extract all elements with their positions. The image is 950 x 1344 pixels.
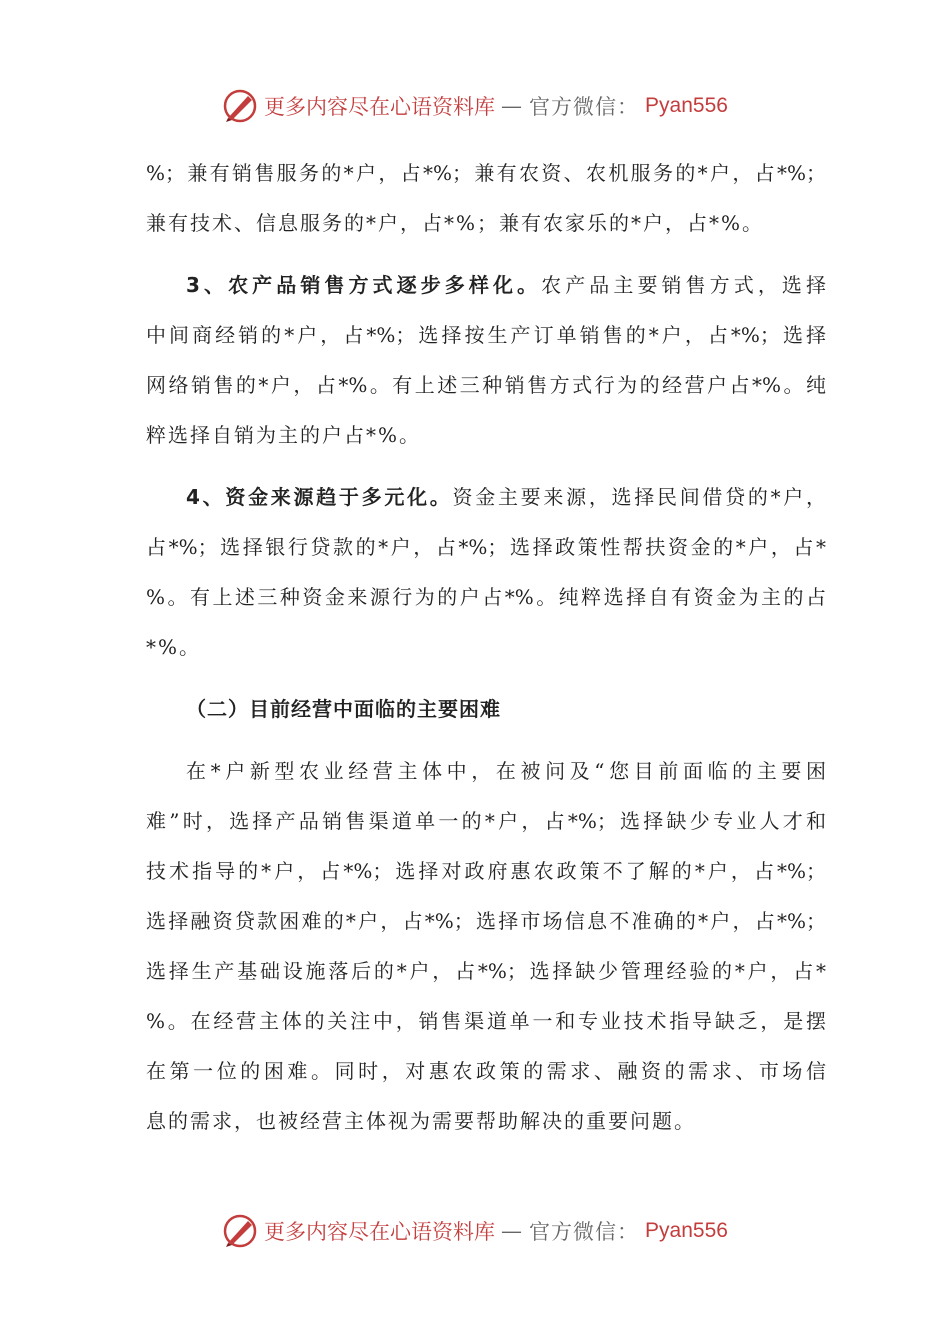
pen-logo-icon [222, 1213, 258, 1249]
paragraph-4 [146, 746, 826, 1146]
banner-dash: — [501, 1219, 524, 1243]
text-line: 占*%；选择银行贷款的*户，占*%；选择政策性帮扶资金的*户，占* [146, 535, 826, 559]
paragraph-3 [146, 472, 826, 672]
banner-wechat-id: Pyan556 [645, 94, 728, 117]
text-line: %。有上述三种资金来源行为的户占*%。纯粹选择自有资金为主的占 [146, 585, 826, 609]
banner-label: 官方微信： [529, 1220, 640, 1244]
paragraph-2 [146, 260, 826, 460]
banner-main-text: 更多内容尽在心语资料库 [264, 95, 496, 119]
paragraph-heading: 3、农产品销售方式逐步多样化。 [186, 273, 542, 297]
text-line: 中间商经销的*户，占*%；选择按生产订单销售的*户，占*%；选择 [146, 323, 826, 347]
text-line: %。在经营主体的关注中，销售渠道单一和专业技术指导缺乏，是摆 [146, 1009, 826, 1033]
text-line: 粹选择自销为主的户占*%。 [146, 423, 422, 447]
document-body [146, 148, 826, 1146]
text-line: 选择融资贷款困难的*户，占*%；选择市场信息不准确的*户，占*%； [146, 909, 826, 933]
paragraph-1 [146, 148, 826, 248]
text-line: *%。 [146, 635, 202, 659]
text-line: 4、资金来源趋于多元化。资金主要来源，选择民间借贷的*户， [186, 485, 827, 509]
text-line: 3、农产品销售方式逐步多样化。农产品主要销售方式，选择 [186, 273, 827, 297]
text-line: 网络销售的*户，占*%。有上述三种销售方式行为的经营户占*%。纯 [146, 373, 826, 397]
footer-banner [0, 1213, 950, 1249]
section-heading: （二）目前经营中面临的主要困难 [186, 697, 501, 721]
paragraph-heading: 4、资金来源趋于多元化。 [186, 485, 453, 509]
text-line: 难”时，选择产品销售渠道单一的*户，占*%；选择缺少专业人才和 [146, 809, 826, 833]
header-banner [0, 88, 950, 124]
text-line: 息的需求，也被经营主体视为需要帮助解决的重要问题。 [146, 1109, 696, 1133]
text-line: 兼有技术、信息服务的*户，占*%；兼有农家乐的*户，占*%。 [146, 211, 765, 235]
banner-dash: — [501, 94, 524, 118]
text-line: 选择生产基础设施落后的*户，占*%；选择缺少管理经验的*户，占* [146, 959, 826, 983]
pen-logo-icon [222, 88, 258, 124]
banner-wechat-id: Pyan556 [645, 1219, 728, 1242]
text-line: %；兼有销售服务的*户，占*%；兼有农资、农机服务的*户，占*%； [146, 161, 826, 185]
text-line: 在第一位的困难。同时，对惠农政策的需求、融资的需求、市场信 [146, 1059, 826, 1083]
text-line: 在*户新型农业经营主体中，在被问及“您目前面临的主要困 [186, 759, 826, 783]
banner-main-text: 更多内容尽在心语资料库 [264, 1220, 496, 1244]
banner-label: 官方微信： [529, 95, 640, 119]
text-line: 技术指导的*户，占*%；选择对政府惠农政策不了解的*户，占*%； [146, 859, 826, 883]
